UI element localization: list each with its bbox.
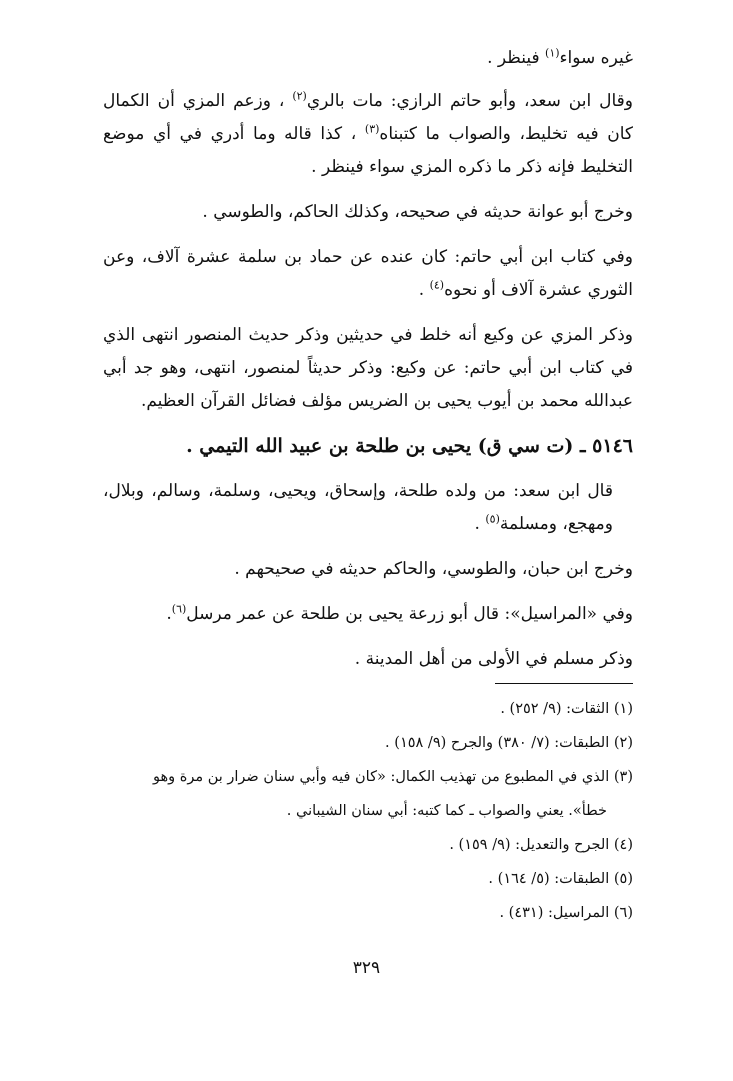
paragraph-2	[103, 196, 633, 229]
text-segment: غيره سواء	[559, 48, 633, 68]
footnote-3: (٣) الذي في المطبوع من تهذيب الكمال: «كان فيه وأبي سنان ضرار بن مرة وهو	[153, 769, 633, 785]
paragraph-0	[103, 42, 633, 75]
footnote-ref: (٤)	[429, 278, 445, 292]
paragraph-8	[103, 643, 633, 676]
text-segment: ، كذا قاله وما أدري في أي موضع التخليط فإنه ذكر ما ذكره المزي سواء فينظر .	[103, 124, 633, 177]
page-number: ٣٢٩	[352, 958, 381, 978]
entry-heading	[103, 430, 633, 463]
text-segment: وذكر مسلم في الأولى من أهل المدينة .	[354, 649, 633, 669]
text-segment: وقال ابن سعد، وأبو حاتم الرازي: مات بالري	[306, 91, 633, 111]
footnote-6: (٦) المراسيل: (٤٣١) .	[499, 905, 633, 921]
text-segment: وخرج ابن حبان، والطوسي، والحاكم حديثه في صحيحهم .	[234, 559, 633, 579]
footnote-ref: (٢)	[292, 89, 307, 103]
footnote-ref: (٣)	[364, 122, 380, 136]
footnote-4: (٤) الجرح والتعديل: (٩/ ١٥٩) .	[449, 837, 633, 853]
text-segment: وخرج أبو عوانة حديثه في صحيحه، وكذلك الحاكم، والطوسي .	[202, 202, 633, 222]
paragraph-6	[103, 553, 633, 586]
text-segment: قال ابن سعد: من ولده طلحة، وإسحاق، ويحيى، وسلمة، وسالم، وبلال، ومهجع، ومسلمة	[103, 481, 613, 534]
text-segment: وفي «المراسيل»: قال أبو زرعة يحيى بن طلحة عن عمر مرسل	[186, 604, 633, 624]
footnote-divider	[495, 683, 633, 684]
text-segment: .	[474, 514, 486, 534]
footnote-ref: (١)	[545, 46, 560, 60]
footnotes	[103, 692, 633, 930]
footnote-ref: (٥)	[485, 512, 500, 526]
paragraph-5	[103, 475, 633, 541]
paragraph-7	[103, 598, 633, 631]
main-text	[103, 42, 633, 688]
text-segment: .	[418, 280, 430, 300]
footnote-2: (٢) الطبقات: (٧/ ٣٨٠) والجرح (٩/ ١٥٨) .	[385, 735, 633, 751]
footnote-1: (١) الثقات: (٩/ ٢٥٢) .	[500, 701, 633, 717]
text-segment: وفي كتاب ابن أبي حاتم: كان عنده عن حماد بن سلمة عشرة آلاف، وعن الثوري عشرة آلاف أو نحوه	[103, 247, 633, 300]
text-segment: فينظر .	[487, 48, 546, 68]
paragraph-3	[103, 241, 633, 307]
footnote-5: (٥) الطبقات: (٥/ ١٦٤) .	[488, 871, 633, 887]
text-segment: .	[166, 604, 172, 624]
footnote-3-continued: خطأ». يعني والصواب ـ كما كتبه: أبي سنان الشيباني .	[286, 803, 607, 819]
footnote-ref: (٦)	[171, 602, 187, 616]
text-segment: ، وزعم المزي أن الكمال كان فيه تخليط، والصواب ما كتبناه	[103, 91, 634, 144]
heading-text: ٥١٤٦ ـ (ت سي ق) يحيى بن طلحة بن عبيد الله التيمي .	[186, 435, 633, 457]
paragraph-1	[103, 85, 633, 184]
paragraph-4	[103, 319, 633, 418]
text-segment: وذكر المزي عن وكيع أنه خلط في حديثين وذكر حديث المنصور انتهى الذي في كتاب ابن أبي حاتم: عن وكيع: وذكر حديثاً لمنصور، انتهى، وهو جد أبي عبدالله محمد بن أيوب يحيى بن الضريس مؤلف فضائل القرآن العظيم.	[103, 325, 633, 411]
